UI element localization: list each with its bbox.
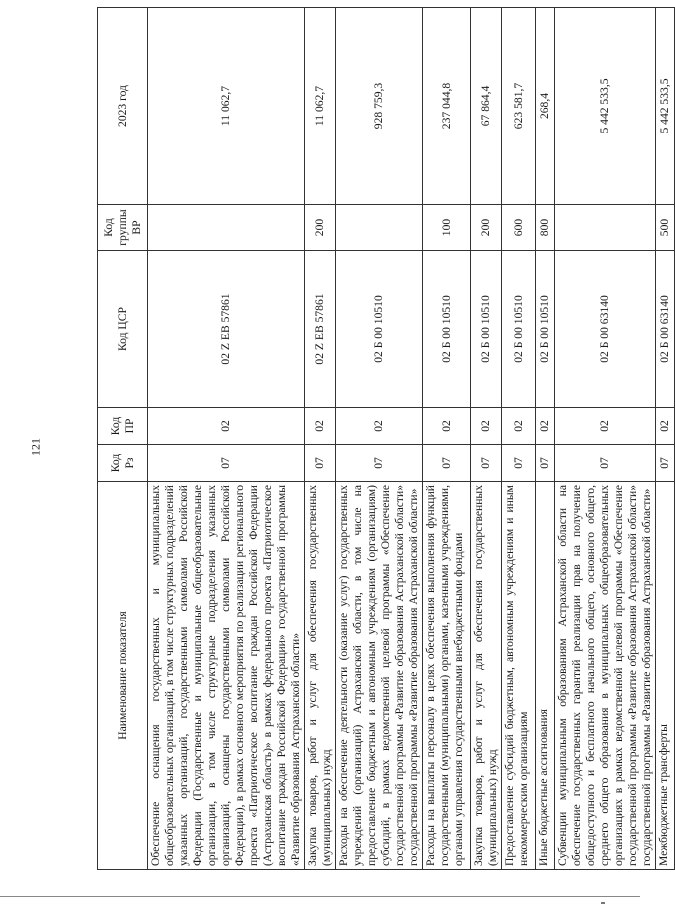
row-amount: 11 062,7 (305, 8, 336, 205)
table-row (471, 8, 502, 870)
row-name: Расходы на обеспечение деятельности (оказание услуг) государственных учреждений (организаций) Астраханской области, в том числе на предоставление бюджетным и автономным учреждениям (организациям) субсидий, в рамках ведомственной целевой программы «Обеспечение государственной программы «Развитие образования Астраханской области» государственной программы «Развитие образования Астраханской области» (336, 482, 423, 870)
row-csr: 02 Б 00 63140 (656, 251, 675, 408)
row-pr: 02 (656, 408, 675, 445)
row-amount: 623 581,7 (502, 8, 536, 205)
row-pr: 02 (148, 408, 305, 445)
budget-table (97, 7, 675, 870)
row-pr: 02 (536, 408, 555, 445)
table-row (423, 8, 471, 870)
row-rz: 07 (471, 445, 502, 482)
row-name: Предоставление субсидий бюджетным, автономным учреждениям и иным некоммерческим организациям (502, 482, 536, 870)
row-name: Межбюджетные трансферты (656, 482, 675, 870)
row-vr (336, 205, 423, 251)
table-row (555, 8, 656, 870)
row-csr: 02 Б 00 10510 (502, 251, 536, 408)
row-amount: 5 442 533,5 (656, 8, 675, 205)
row-csr: 02 Б 00 10510 (536, 251, 555, 408)
row-vr (555, 205, 656, 251)
row-rz: 07 (656, 445, 675, 482)
row-pr: 02 (336, 408, 423, 445)
table-row (305, 8, 336, 870)
table-header-row (98, 8, 148, 870)
row-vr: 200 (471, 205, 502, 251)
scan-edge-line (0, 896, 640, 897)
row-name: Субвенции муниципальным образованиям Астраханской области на обеспечение государственных гарантий реализации прав на получение общедоступного и бесплатного начального общего, основного общего, среднего общего образования в муниципальных общеобразовательных организациях в рамках ведомственной целевой программы «Обеспечение государственной программы «Развитие образования Астраханской области» государственной программы «Развитие образования Астраханской области» (555, 482, 656, 870)
header-rz: Код Рз (98, 445, 148, 482)
row-rz: 07 (423, 445, 471, 482)
row-amount: 11 062,7 (148, 8, 305, 205)
row-csr: 02 Б 00 10510 (423, 251, 471, 408)
row-vr: 800 (536, 205, 555, 251)
row-pr: 02 (555, 408, 656, 445)
row-vr: 100 (423, 205, 471, 251)
scan-mark (601, 902, 605, 904)
row-rz: 07 (555, 445, 656, 482)
row-amount: 928 759,3 (336, 8, 423, 205)
header-pr: Код ПР (98, 408, 148, 445)
row-rz: 07 (536, 445, 555, 482)
row-vr: 500 (656, 205, 675, 251)
row-amount: 67 864,4 (471, 8, 502, 205)
row-amount: 237 044,8 (423, 8, 471, 205)
row-name: Иные бюджетные ассигнования (536, 482, 555, 870)
row-name: Расходы на выплаты персоналу в целях обеспечения выполнения функций государственными (муниципальными) органами, казенными учреждениями, органами управления государственными внебюджетными фондами (423, 482, 471, 870)
row-amount: 268,4 (536, 8, 555, 205)
row-pr: 02 (471, 408, 502, 445)
header-name: Наименование показателя (98, 482, 148, 870)
header-vr: Код группы ВР (98, 205, 148, 251)
row-csr: 02 Б 00 63140 (555, 251, 656, 408)
row-csr: 02 Б 00 10510 (471, 251, 502, 408)
table-row (536, 8, 555, 870)
row-vr: 200 (305, 205, 336, 251)
row-name: Обеспечение оснащения государственных и муниципальных общеобразовательных организаций, в том числе структурных подразделений указанных организаций, государственными символами Российской Федерации (Государственные и муниципальные общеобразовательные организации, в том числе структурные подразделения указанных организаций, оснащены государственными символами Российской Федерации), в рамках основного мероприятия по реализации регионального проекта «Патриотическое воспитание граждан Российской Федерации (Астраханская область)» в рамках федерального проекта «Патриотическое воспитание граждан Российской Федерации» государственной программы «Развитие образования Астраханской области» (148, 482, 305, 870)
row-pr: 02 (305, 408, 336, 445)
row-rz: 07 (502, 445, 536, 482)
row-vr (148, 205, 305, 251)
header-year: 2023 год (98, 8, 148, 205)
row-name: Закупка товаров, работ и услуг для обеспечения государственных (муниципальных) нужд (471, 482, 502, 870)
row-rz: 07 (305, 445, 336, 482)
row-rz: 07 (336, 445, 423, 482)
row-csr: 02 Z EB 57861 (148, 251, 305, 408)
page-number: 121 (28, 438, 43, 456)
row-rz: 07 (148, 445, 305, 482)
table-row (148, 8, 305, 870)
row-vr: 600 (502, 205, 536, 251)
row-name: Закупка товаров, работ и услуг для обеспечения государственных (муниципальных) нужд (305, 482, 336, 870)
table-row (502, 8, 536, 870)
rotated-table-container (97, 8, 671, 870)
table-row (336, 8, 423, 870)
header-csr: Код ЦСР (98, 251, 148, 408)
row-csr: 02 Б 00 10510 (336, 251, 423, 408)
row-pr: 02 (502, 408, 536, 445)
row-pr: 02 (423, 408, 471, 445)
table-row (656, 8, 675, 870)
row-amount: 5 442 533,5 (555, 8, 656, 205)
row-csr: 02 Z EB 57861 (305, 251, 336, 408)
